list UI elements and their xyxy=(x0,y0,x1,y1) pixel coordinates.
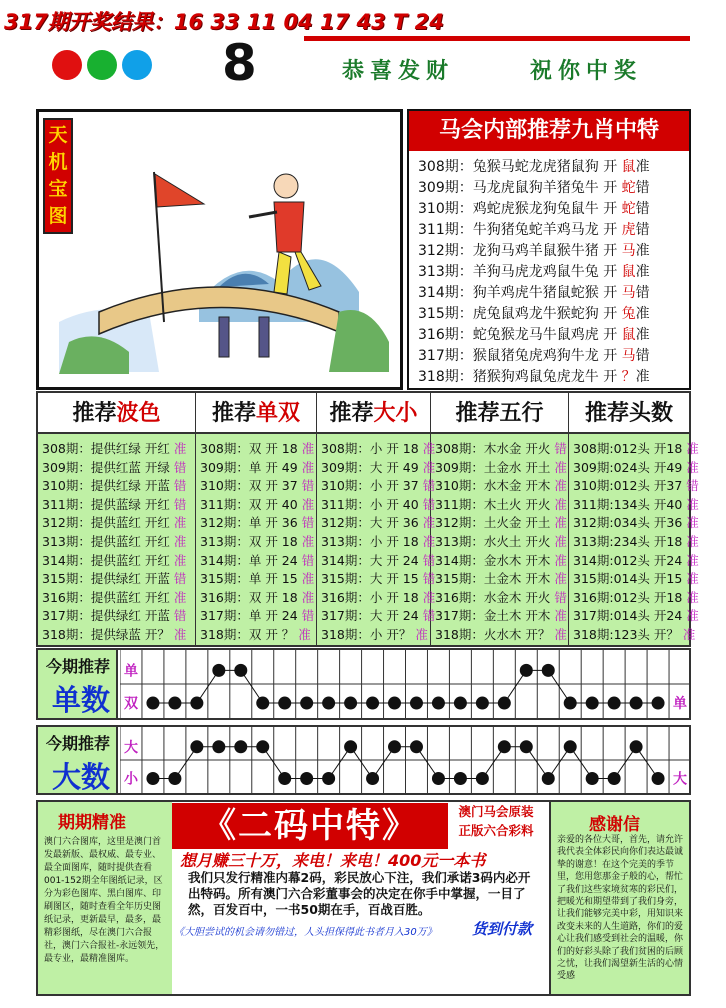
trend-point xyxy=(410,697,423,710)
trend-point xyxy=(520,740,533,753)
column-row: 310期：双 开 37 错 xyxy=(200,478,315,494)
column-row: 313期:234头 开18 准 xyxy=(573,534,699,549)
odd-even-chart xyxy=(36,648,691,720)
trend-point xyxy=(300,697,313,710)
left-side-panel xyxy=(38,802,172,994)
tejing-row: 312期：龙狗马鸡羊鼠猴牛猪 开 马准 xyxy=(418,243,650,259)
trend-point xyxy=(498,697,511,710)
trend-point xyxy=(366,772,379,785)
column-row: 310期:012头 开37 错 xyxy=(573,478,699,494)
column-row: 318期：双 开 ？ 准 xyxy=(200,627,311,642)
trend-point xyxy=(344,740,357,753)
image-label: 天机宝图 xyxy=(43,118,73,234)
issue-number: 8 xyxy=(222,34,257,92)
trend-point xyxy=(322,772,335,785)
chart-title: 今期推荐 xyxy=(46,734,111,753)
tejing-row: 317期：猴鼠猪兔虎鸡狗牛龙 开 马错 xyxy=(418,348,650,364)
column-row: 312期:034头 开36 准 xyxy=(573,515,699,531)
tejing-row: 316期：蛇兔猴龙马牛鼠鸡虎 开 鼠准 xyxy=(418,327,650,343)
column-row: 314期：单 开 24 错 xyxy=(200,552,315,568)
column-header: 推荐五行 xyxy=(431,393,568,434)
trend-point xyxy=(564,697,577,710)
trend-point xyxy=(300,772,313,785)
column-row: 316期：提供蓝红 开红 准 xyxy=(42,589,187,605)
column-row: 314期：大 开 24 错 xyxy=(321,552,436,568)
down-label: 小 xyxy=(124,771,138,788)
chart-label-box xyxy=(38,650,118,718)
trend-point xyxy=(608,697,621,710)
trend-point xyxy=(652,772,665,785)
column-row: 312期：单 开 36 错 xyxy=(200,515,315,531)
column-row: 312期：大 开 36 准 xyxy=(321,515,436,531)
column-row: 317期:014头 开24 准 xyxy=(573,608,699,624)
thanks-letter-title: 感谢信 xyxy=(589,815,640,835)
trend-point xyxy=(564,740,577,753)
column-row: 315期：提供绿红 开蓝 错 xyxy=(42,571,187,587)
trend-point xyxy=(190,697,203,710)
hot-line: 想月赚三十万，来电！来电！400元一本书 xyxy=(180,851,486,870)
column-row: 308期：提供红绿 开红 准 xyxy=(42,441,187,456)
column-row: 313期：双 开 18 准 xyxy=(200,534,315,549)
column-row: 308期：双 开 18 准 xyxy=(200,441,315,456)
trend-point xyxy=(476,772,489,785)
column-row: 316期：水金木 开火 错 xyxy=(435,589,567,605)
macau-line-2: 正版六合彩料 xyxy=(458,823,534,838)
big-title: 《二码中特》 xyxy=(172,803,448,849)
trend-point xyxy=(586,697,599,710)
tejing-row: 311期：牛狗猪兔蛇羊鸡马龙 开 虎错 xyxy=(418,222,650,238)
tejing-row: 318期：猪猴狗鸡鼠兔虎龙牛 开 ？准 xyxy=(418,369,650,385)
end-label: 大 xyxy=(673,771,688,788)
column-row: 311期：提供蓝绿 开红 错 xyxy=(42,496,187,512)
trend-point xyxy=(366,697,379,710)
left-side-text: 澳门六合图库，这里是澳门首发最新版、最权威、最专业、最全面图库，随时提供查看001-152期全年图纸记录，区分为彩色图库、黑白图库、印刷图区，随时查看全年历史图纸记录，更新最早，最多，最精彩图纸，尽在澳门六合报社，澳门六合报社-永远领先，最专业，最精准图库。 xyxy=(44,837,165,964)
tejing-row: 309期：马龙虎鼠狗羊猪兔牛 开 蛇错 xyxy=(418,180,650,196)
column-header: 推荐单双 xyxy=(196,393,316,434)
chart-title: 今期推荐 xyxy=(46,657,111,676)
column-row: 315期:014头 开15 准 xyxy=(573,571,699,587)
column-row: 318期：火水木 开？ 准 xyxy=(435,627,567,642)
left-side-title: 期期精准 xyxy=(58,813,126,833)
column-row: 309期:024头 开49 准 xyxy=(573,459,699,475)
recommend-column xyxy=(38,393,196,645)
trend-point xyxy=(520,664,533,677)
column-row: 315期：单 开 15 准 xyxy=(200,571,315,587)
column-row: 312期：提供蓝红 开红 准 xyxy=(42,515,187,531)
column-row: 314期：提供蓝红 开红 准 xyxy=(42,552,187,568)
trend-point xyxy=(168,772,181,785)
column-row: 309期：土金水 开土 准 xyxy=(435,459,567,475)
column-row: 318期：小 开？ 准 xyxy=(321,627,428,642)
trend-point xyxy=(146,697,159,710)
column-row: 316期:012头 开18 准 xyxy=(573,589,699,605)
promo-note: 《大胆尝试的机会请勿错过，人头担保得此书者月入30万》 xyxy=(174,927,437,938)
trend-point xyxy=(630,740,643,753)
chart-label-box xyxy=(38,727,118,793)
recommend-grid xyxy=(36,391,699,647)
result-header: 317期开奖结果：16 33 11 04 17 43 T 24 xyxy=(4,10,444,34)
slogan-right: 祝你中奖 xyxy=(530,58,643,84)
trend-point xyxy=(476,697,489,710)
column-header: 推荐波色 xyxy=(38,393,195,434)
column-row: 317期：大 开 24 错 xyxy=(321,608,436,624)
trend-point xyxy=(410,740,423,753)
trend-point xyxy=(388,740,401,753)
column-row: 317期：单 开 24 错 xyxy=(200,608,315,624)
macau-line-1: 澳门马会原装 xyxy=(458,804,534,819)
tejing-row: 313期：羊狗马虎龙鸡鼠牛兔 开 鼠准 xyxy=(418,264,650,280)
trend-point xyxy=(146,772,159,785)
column-row: 318期：提供绿蓝 开？ 准 xyxy=(42,627,187,642)
trend-point xyxy=(542,772,555,785)
recommend-column xyxy=(196,393,317,645)
column-row: 309期：大 开 49 准 xyxy=(321,459,436,475)
chart-value: 单数 xyxy=(52,683,111,717)
recommend-column xyxy=(317,393,436,645)
column-row: 311期：木土火 开火 准 xyxy=(435,496,567,512)
trend-point xyxy=(498,740,511,753)
trend-point xyxy=(168,697,181,710)
trend-point xyxy=(586,772,599,785)
column-row: 309期：单 开 49 准 xyxy=(200,459,315,475)
header-rule xyxy=(304,36,690,41)
trend-point xyxy=(454,697,467,710)
up-label: 大 xyxy=(124,739,138,756)
trend-point xyxy=(278,772,291,785)
column-row: 313期：提供蓝红 开红 准 xyxy=(42,534,187,549)
trend-line-chart xyxy=(120,650,691,718)
trend-point xyxy=(190,740,203,753)
red-ball xyxy=(52,50,82,80)
column-row: 310期：提供红绿 开蓝 错 xyxy=(42,478,187,494)
trend-point xyxy=(234,664,247,677)
column-header: 推荐大小 xyxy=(317,393,430,434)
blue-ball xyxy=(122,50,152,80)
trend-point xyxy=(234,740,247,753)
trend-point xyxy=(454,772,467,785)
trend-point xyxy=(212,740,225,753)
column-row: 317期：金土木 开木 准 xyxy=(435,608,567,624)
end-label: 单 xyxy=(673,696,688,713)
chart-value: 大数 xyxy=(52,760,111,794)
column-row: 311期：双 开 40 准 xyxy=(200,496,315,512)
column-row: 308期：木水金 开火 错 xyxy=(435,441,567,456)
recommend-column xyxy=(431,393,569,645)
slogan-left: 恭喜发财 xyxy=(342,58,455,84)
column-row: 314期:012头 开24 准 xyxy=(573,552,699,568)
tejing-row: 310期：鸡蛇虎猴龙狗兔鼠牛 开 蛇错 xyxy=(418,201,650,217)
trend-point xyxy=(652,697,665,710)
up-label: 单 xyxy=(124,663,138,680)
column-row: 310期：小 开 37 错 xyxy=(321,478,436,494)
column-row: 315期：土金木 开木 准 xyxy=(435,571,567,587)
column-row: 315期：大 开 15 错 xyxy=(321,571,436,587)
trend-point xyxy=(608,772,621,785)
big-small-chart xyxy=(36,725,691,795)
trend-line-chart xyxy=(120,727,691,793)
column-row: 313期：小 开 18 准 xyxy=(321,534,436,549)
right-side-panel xyxy=(549,802,689,994)
column-row: 308期:012头 开18 准 xyxy=(573,441,699,456)
column-row: 316期：小 开 18 准 xyxy=(321,589,436,605)
trend-point xyxy=(256,740,269,753)
trend-point xyxy=(542,664,555,677)
column-row: 316期：双 开 18 准 xyxy=(200,589,315,605)
column-row: 313期：水火土 开火 准 xyxy=(435,534,567,549)
recommend-column xyxy=(569,393,699,645)
trend-point xyxy=(278,697,291,710)
column-row: 308期：小 开 18 准 xyxy=(321,441,436,456)
thanks-letter-text: 亲爱的各位大哥，首先，请允许我代表全体彩民向你们表达最诚挚的谢意！在这个完美的季节里，您用您那金子般的心，帮忙了我们这些家境贫寒的彩民们，把暖光和期望带到了我们身旁，让我们能够完美中彩，用知识来改变未来的人生道路，你们的爱心让我们感受到社会的温暖，你们的好彩头除了我们贫困的后顾之忧，让我们渴望新生活的心情受感 xyxy=(557,835,684,982)
column-header: 推荐头数 xyxy=(569,393,689,434)
down-label: 双 xyxy=(124,696,138,713)
trend-point xyxy=(344,697,357,710)
column-row: 314期：金水木 开木 准 xyxy=(435,552,567,568)
column-row: 310期：水木金 开木 准 xyxy=(435,478,567,494)
promo-paragraph: 我们只发行精准内幕2码，彩民放心下注，我们承诺3码内必开出特码。所有澳门六合彩董事会的决定在你手中掌握，一目了然，百发百中，一书50期在手，百战百胜。 xyxy=(188,870,531,917)
cash-on-delivery: 货到付款 xyxy=(472,920,533,938)
column-row: 311期:134头 开40 准 xyxy=(573,496,699,512)
trend-point xyxy=(388,697,401,710)
trend-point xyxy=(212,664,225,677)
tejing-row: 308期：兔猴马蛇龙虎猪鼠狗 开 鼠准 xyxy=(418,159,650,175)
column-row: 311期：小 开 40 错 xyxy=(321,496,436,512)
tejing-title: 马会内部推荐九肖中特 xyxy=(409,111,689,151)
trend-point xyxy=(256,697,269,710)
column-row: 317期：提供绿红 开蓝 错 xyxy=(42,608,187,624)
column-row: 318期:123头 开？ 准 xyxy=(573,627,696,642)
column-row: 312期：土火金 开土 准 xyxy=(435,515,567,531)
cartoon-illustration xyxy=(39,112,400,387)
tejing-row: 314期：狗羊鸡虎牛猪鼠蛇猴 开 马错 xyxy=(418,285,650,301)
trend-point xyxy=(322,697,335,710)
trend-point xyxy=(432,697,445,710)
tianji-picture xyxy=(36,109,403,390)
trend-point xyxy=(432,772,445,785)
column-row: 309期：提供红蓝 开绿 错 xyxy=(42,459,187,475)
tejing-row: 315期：虎兔鼠鸡龙牛猴蛇狗 开 兔准 xyxy=(418,306,650,322)
trend-point xyxy=(630,697,643,710)
green-ball xyxy=(87,50,117,80)
